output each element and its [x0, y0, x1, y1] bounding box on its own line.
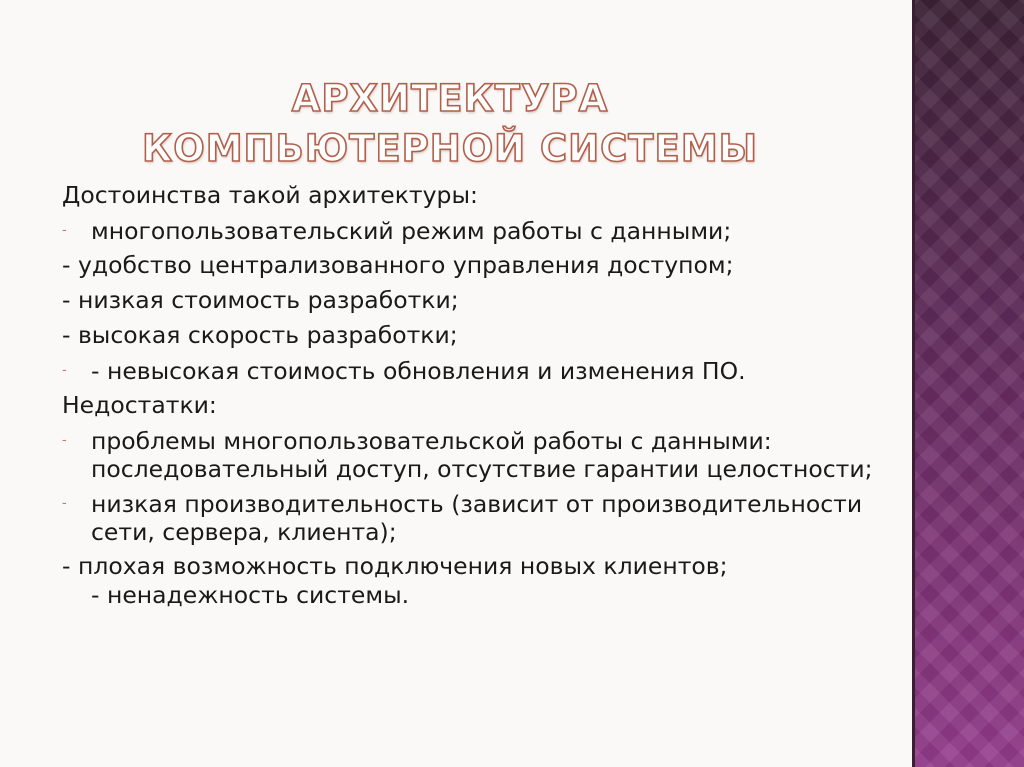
list-item: - ненадежность системы.: [91, 581, 410, 609]
advantages-heading: Достоинства такой архитектуры:: [62, 181, 478, 209]
list-item-text: низкая производительность (зависит от производительности сети, сервера, клиента);: [91, 490, 863, 546]
list-item: - высокая скорость разработки;: [62, 321, 458, 349]
bullet-dash-icon: -: [62, 223, 67, 238]
list-item-text: - невысокая стоимость обновления и изменения ПО.: [91, 357, 746, 385]
list-item: [62, 213, 892, 248]
list-item: [62, 423, 892, 486]
slide-title: АРХИТЕКТУРА КОМПЬЮТЕРНОЙ СИСТЕМЫ: [142, 77, 758, 170]
bullet-dash-icon: -: [62, 433, 67, 448]
bullet-dash-icon: -: [62, 496, 67, 511]
list-item: - низкая стоимость разработки;: [62, 286, 459, 314]
list-item: [62, 486, 892, 549]
list-item: - плохая возможность подключения новых клиентов;: [62, 552, 728, 580]
list-item-text: проблемы многопользовательской работы с данными: последовательный доступ, отсутствие гарантии целостности;: [91, 427, 873, 483]
list-item: [62, 353, 892, 388]
bullet-dash-icon: -: [62, 363, 67, 378]
disadvantages-heading: Недостатки:: [62, 391, 217, 419]
list-item: - удобство централизованного управления доступом;: [62, 251, 734, 279]
list-item-text: многопользовательский режим работы с данными;: [91, 217, 732, 245]
side-decorative-panel: [915, 0, 1024, 767]
slide-content: [62, 178, 892, 613]
